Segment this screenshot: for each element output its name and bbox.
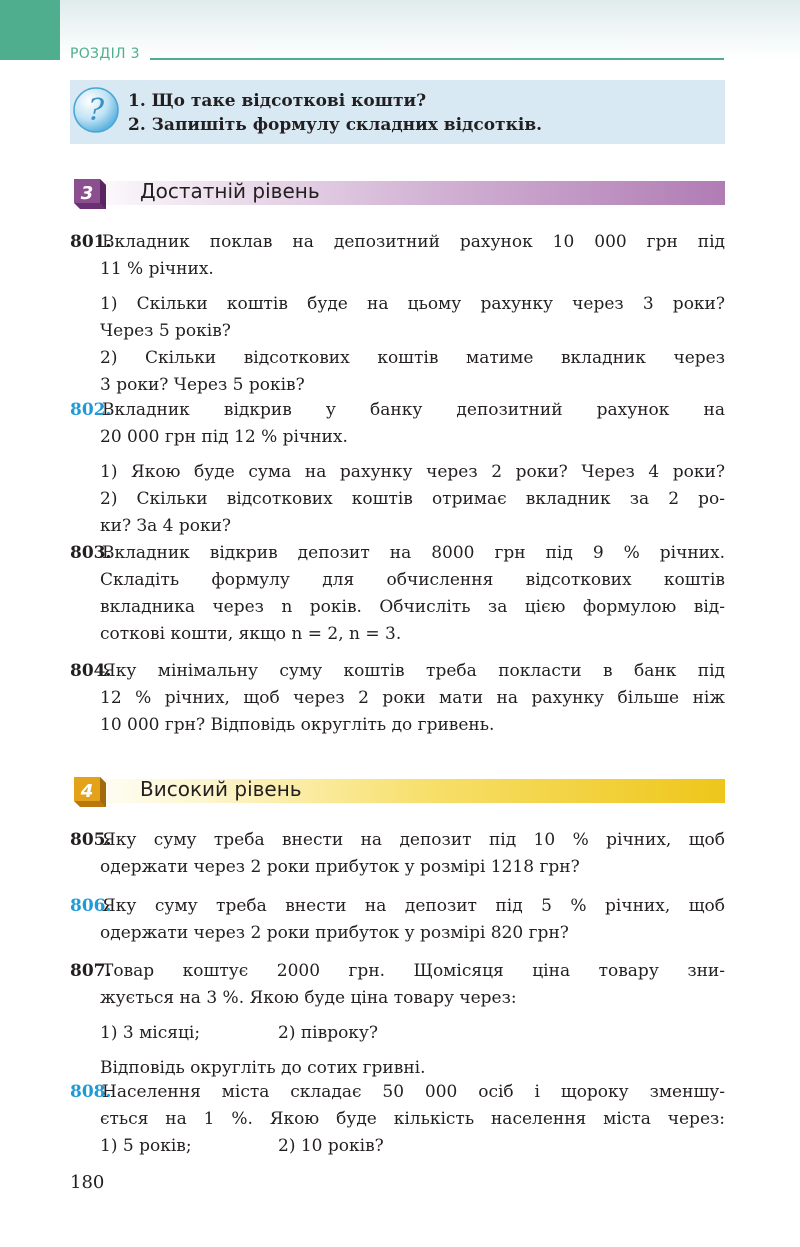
svg-text:?: ? [87,93,105,128]
problem-text: Товар коштує 2000 грн. Щомісяця ціна товару зни- [102,961,725,981]
problem-text: одержати через 2 роки прибуток у розмірі 820 грн? [100,923,569,943]
chapter-corner-tab [0,0,60,60]
problem-options [70,1020,725,1047]
problem-subquestion: 3 роки? Через 5 років? [100,375,305,395]
problem-number: 807. [70,961,112,981]
level-3-badge-number: 3 [80,183,94,204]
problem-text: 11 % річних. [100,259,214,279]
problem-subquestion: ки? За 4 роки? [100,516,232,536]
page-number: 180 [70,1172,105,1193]
problem-note: Відповідь округліть до сотих гривні. [100,1058,426,1078]
problem-text: 10 000 грн? Відповідь округліть до гривень. [100,715,495,735]
problem-number: 804. [70,661,112,681]
problem-text: 20 000 грн під 12 % річних. [100,427,348,447]
level-4-badge-icon [70,773,108,809]
problem-803 [70,540,725,648]
problem-text: Вкладник відкрив у банку депозитний рахунок на [102,400,725,420]
problem-808 [70,1079,725,1160]
option-2: 2) півроку? [278,1023,379,1043]
problem-number: 802. [70,400,112,420]
problem-subquestion: 1) Якою буде сума на рахунку через 2 роки? Через 4 роки? [100,462,725,482]
problem-802 [70,397,725,540]
level-sufficient-header [70,181,725,205]
level-title: Високий рівень [140,777,302,801]
problem-801 [70,229,725,399]
problem-text: соткові кошти, якщо n = 2, n = 3. [100,624,402,644]
problem-text: жується на 3 %. Якою буде ціна товару через: [100,988,517,1008]
problem-text: одержати через 2 роки прибуток у розмірі 1218 грн? [100,857,580,877]
review-question: 1. Що таке відсоткові кошти? [128,91,427,111]
problem-text: 12 % річних, щоб через 2 роки мати на рахунку більше ніж [100,688,725,708]
chapter-label: РОЗДІЛ 3 [70,46,140,62]
review-questions-box [70,80,725,144]
problem-text: Вкладник поклав на депозитний рахунок 10 000 грн під [102,232,725,252]
problem-subquestion: 2) Скільки відсоткових коштів матиме вкладник через [100,348,725,368]
question-mark-icon [72,86,120,134]
review-question: 2. Запишіть формулу складних відсотків. [128,115,543,135]
problem-text: ється на 1 %. Якою буде кількість населення міста через: [100,1109,725,1129]
problem-text: Яку суму треба внести на депозит під 5 % річних, щоб [102,896,725,916]
option-1: 1) 3 місяці; [100,1023,201,1043]
problem-options [70,1133,725,1160]
problem-text: Яку мінімальну суму коштів треба покласти в банк під [102,661,725,681]
problem-subquestion: Через 5 років? [100,321,231,341]
problem-807 [70,958,725,1082]
problem-804 [70,658,725,739]
level-3-badge-icon [70,175,108,211]
problem-number: 803. [70,543,112,563]
problem-text: Населення міста складає 50 000 осіб і щороку зменшу- [102,1082,725,1102]
problem-text: вкладника через n років. Обчисліть за цією формулою від- [100,597,725,617]
level-4-badge-number: 4 [80,781,94,802]
problem-number: 806. [70,896,112,916]
option-1: 1) 5 років; [100,1136,192,1156]
level-title: Достатній рівень [140,179,320,203]
problem-number: 808. [70,1082,112,1102]
problem-805 [70,827,725,881]
problem-subquestion: 1) Скільки коштів буде на цьому рахунку через 3 роки? [100,294,725,314]
problem-subquestion: 2) Скільки відсоткових коштів отримає вкладник за 2 ро- [100,489,725,509]
problem-806 [70,893,725,947]
problem-number: 805. [70,830,112,850]
option-2: 2) 10 років? [278,1136,384,1156]
problem-text: Вкладник відкрив депозит на 8000 грн під 9 % річних. [102,543,725,563]
problem-text: Складіть формулу для обчислення відсоткових коштів [100,570,725,590]
level-high-header [70,779,725,803]
chapter-rule [150,58,724,60]
problem-number: 801. [70,232,112,252]
problem-text: Яку суму треба внести на депозит під 10 % річних, щоб [102,830,725,850]
